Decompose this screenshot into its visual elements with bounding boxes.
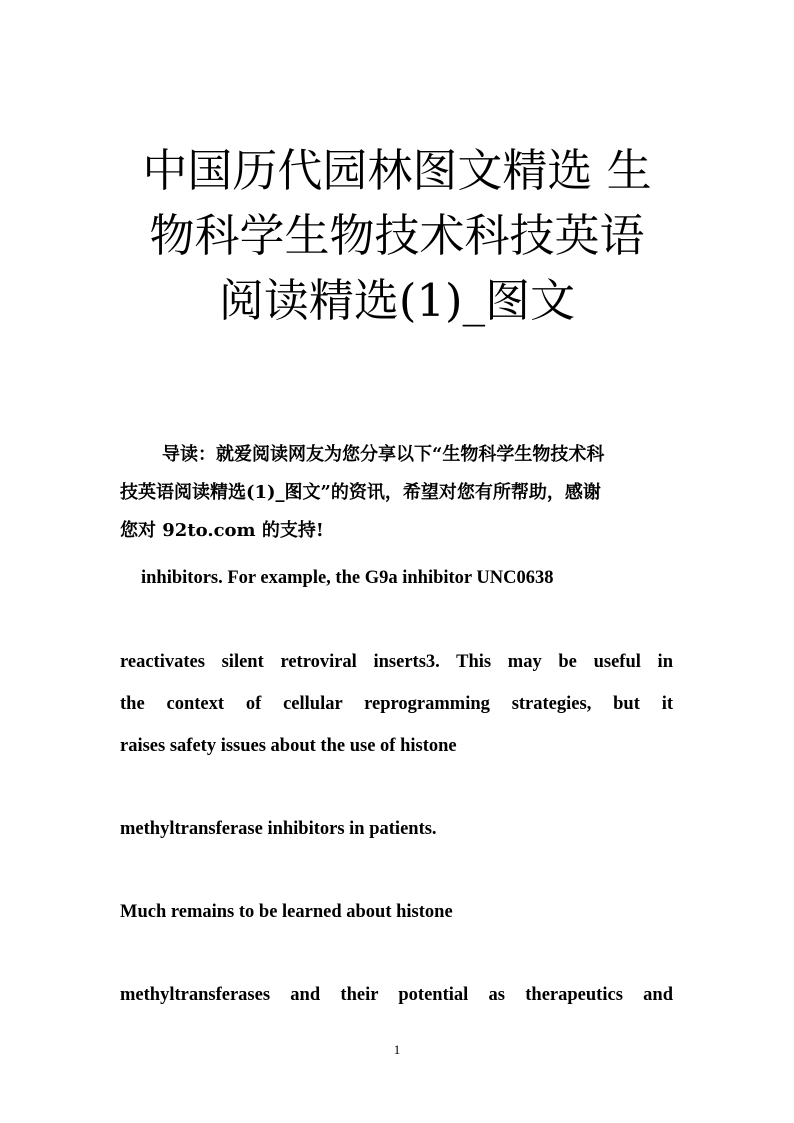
body-line-1: inhibitors. For example, the G9a inhibitor UNC0638: [141, 568, 554, 588]
title-line-2: 物科学生物技术科技英语: [149, 209, 645, 262]
title-line-3: 阅读精选(1)_图文: [218, 274, 576, 327]
intro-line-3: 您对 92to.com 的支持!: [120, 520, 324, 541]
body-line-5: methyltransferase inhibitors in patients.: [120, 819, 437, 839]
body-line-2: reactivates silent retroviral inserts3. This may be useful in: [120, 652, 673, 672]
body-line-4: raises safety issues about the use of histone: [120, 736, 457, 756]
body-line-7: methyltransferases and their potential as therapeutics and: [120, 985, 673, 1005]
document-title: [100, 138, 694, 333]
intro-line-2: 技英语阅读精选(1)_图文”的资讯，希望对您有所帮助，感谢: [120, 482, 601, 503]
page-number: 1: [393, 1042, 401, 1057]
body-line-6: Much remains to be learned about histone: [120, 902, 453, 922]
body-line-3: the context of cellular reprogramming strategies, but it: [120, 694, 673, 714]
intro-paragraph: [120, 436, 676, 550]
title-line-1: 中国历代园林图文精选 生: [142, 144, 652, 197]
intro-line-1: 导读：就爱阅读网友为您分享以下“生物科学生物技术科: [162, 444, 605, 465]
